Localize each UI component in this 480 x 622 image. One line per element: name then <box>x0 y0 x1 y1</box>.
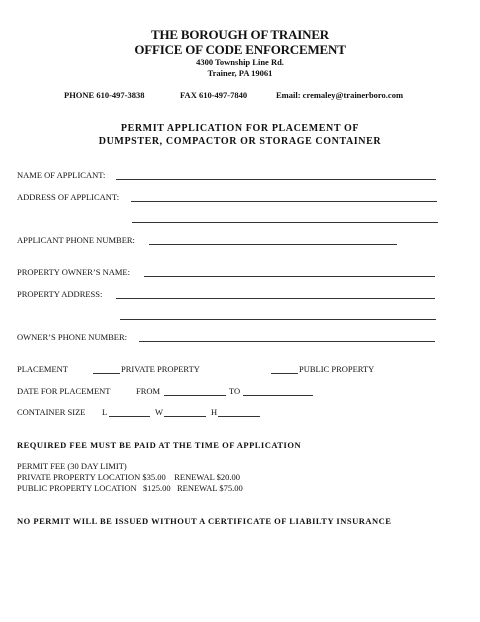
owner-phone-field[interactable] <box>139 341 435 342</box>
applicant-phone-field[interactable] <box>149 244 397 245</box>
placement-label: PLACEMENT <box>17 364 68 374</box>
date-from-field[interactable] <box>164 395 226 396</box>
address-line-1: 4300 Township Line Rd. <box>196 57 284 67</box>
container-width-label: W <box>155 407 164 417</box>
private-property-label: PRIVATE PROPERTY <box>121 364 200 374</box>
form-title-line-1: PERMIT APPLICATION FOR PLACEMENT OF <box>120 123 360 134</box>
name-of-applicant-field[interactable] <box>116 179 436 180</box>
name-of-applicant-label: NAME OF APPLICANT: <box>17 170 106 180</box>
borough-title: THE BOROUGH OF TRAINER <box>151 27 329 42</box>
container-length-label: L <box>102 407 108 417</box>
date-to-field[interactable] <box>243 395 313 396</box>
address-line-2: Trainer, PA 19061 <box>207 68 273 78</box>
property-owner-name-field[interactable] <box>144 276 435 277</box>
property-address-label: PROPERTY ADDRESS: <box>17 289 103 299</box>
office-fax: FAX 610-497-7840 <box>180 90 248 100</box>
public-property-fee: PUBLIC PROPERTY LOCATION $125.00 RENEWAL $75.00 <box>17 483 243 493</box>
permit-fee-heading: PERMIT FEE (30 DAY LIMIT) <box>17 461 127 471</box>
office-phone: PHONE 610-497-3838 <box>64 90 145 100</box>
private-property-fee: PRIVATE PROPERTY LOCATION $35.00 RENEWAL $20.00 <box>17 472 241 482</box>
public-property-label: PUBLIC PROPERTY <box>299 364 375 374</box>
container-size-label: CONTAINER SIZE <box>17 407 86 417</box>
date-to-label: TO <box>229 386 241 396</box>
office-email[interactable]: Email: cremaley@trainerboro.com <box>276 90 404 100</box>
office-title: OFFICE OF CODE ENFORCEMENT <box>134 42 346 57</box>
property-address-field-line-2[interactable] <box>120 319 436 320</box>
address-of-applicant-field[interactable] <box>131 201 437 202</box>
public-property-checkbox[interactable] <box>271 373 298 374</box>
private-property-checkbox[interactable] <box>93 373 120 374</box>
container-length-field[interactable] <box>109 416 150 417</box>
address-of-applicant-label: ADDRESS OF APPLICANT: <box>17 192 120 202</box>
required-fee-notice: REQUIRED FEE MUST BE PAID AT THE TIME OF APPLICATION <box>17 440 302 450</box>
insurance-notice: NO PERMIT WILL BE ISSUED WITHOUT A CERTIFICATE OF LIABILTY INSURANCE <box>17 516 392 526</box>
form-title-line-2: DUMPSTER, COMPACTOR OR STORAGE CONTAINER <box>98 136 382 147</box>
property-owner-name-label: PROPERTY OWNER’S NAME: <box>17 267 130 277</box>
applicant-phone-label: APPLICANT PHONE NUMBER: <box>17 235 135 245</box>
date-from-label: FROM <box>136 386 161 396</box>
container-height-label: H <box>211 407 218 417</box>
container-width-field[interactable] <box>164 416 206 417</box>
owner-phone-label: OWNER’S PHONE NUMBER: <box>17 332 128 342</box>
container-height-field[interactable] <box>218 416 260 417</box>
property-address-field[interactable] <box>116 298 435 299</box>
date-for-placement-label: DATE FOR PLACEMENT <box>17 386 111 396</box>
address-of-applicant-field-line-2[interactable] <box>132 222 438 223</box>
